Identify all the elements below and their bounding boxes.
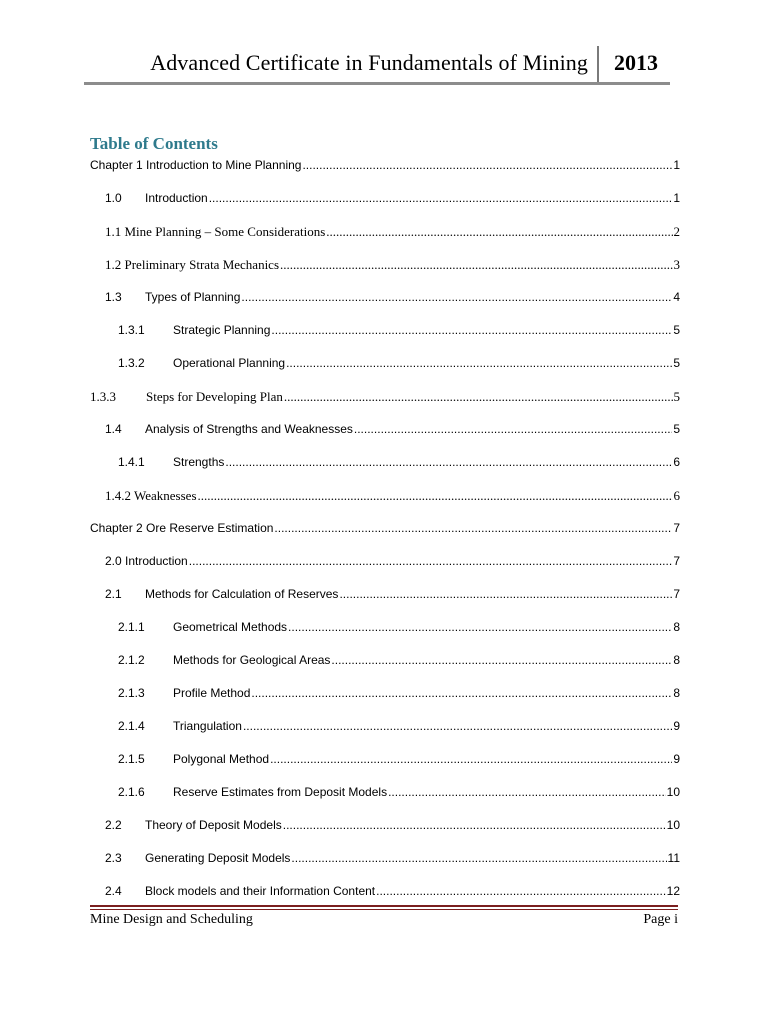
toc-entry-number: 1.4: [105, 422, 122, 436]
toc-entry-number: 2.1.4: [118, 719, 145, 733]
toc-leader: [388, 785, 666, 799]
toc-entry-number: 1.3.1: [118, 323, 145, 337]
toc-entry-title: 1.1 Mine Planning – Some Considerations: [105, 224, 326, 239]
toc-entry-number: 2.1.5: [118, 752, 145, 766]
toc-leader: [339, 587, 672, 601]
toc-entry-title: Chapter 1 Introduction to Mine Planning: [90, 158, 302, 172]
toc-leader: [291, 851, 666, 865]
toc-entry-page: 7: [673, 521, 680, 535]
toc-entry-title: Methods for Geological Areas: [173, 653, 331, 667]
toc-entry-number: 1.3.2: [118, 356, 145, 370]
toc-entry-page: 8: [673, 653, 680, 667]
toc-entry-title: Triangulation: [173, 719, 242, 733]
toc-entry-title: Generating Deposit Models: [145, 851, 291, 865]
toc-entry[interactable]: [105, 818, 680, 836]
toc-leader: [283, 818, 666, 832]
toc-entry[interactable]: [105, 422, 680, 440]
toc-leader: [209, 191, 673, 205]
toc-entry-number: 1.3.3: [90, 389, 116, 404]
document-year: 2013: [614, 50, 658, 75]
toc-entry-page: 1: [673, 191, 680, 205]
toc-leader: [280, 257, 672, 273]
toc-entry-page: 7: [673, 587, 680, 601]
toc-entry-number: 1.0: [105, 191, 122, 205]
toc-entry-page: 1: [673, 158, 680, 172]
toc-entry-title: Methods for Calculation of Reserves: [145, 587, 339, 601]
toc-entry-title: Theory of Deposit Models: [145, 818, 282, 832]
toc-entry[interactable]: [118, 653, 680, 671]
toc-leader: [271, 323, 672, 337]
toc-entry-page: 11: [667, 851, 680, 865]
toc-leader: [241, 290, 672, 304]
toc-entry-title: Profile Method: [173, 686, 251, 700]
toc-leader: [288, 620, 672, 634]
toc-entry-page: 5: [673, 422, 680, 436]
toc-entry-number: 2.2: [105, 818, 122, 832]
toc-leader: [376, 884, 666, 898]
toc-leader: [274, 521, 672, 535]
toc-entry[interactable]: [118, 323, 680, 341]
footer-page-number: Page i: [643, 912, 678, 927]
toc-entry[interactable]: [105, 851, 680, 869]
toc-entry-page: 5: [673, 356, 680, 370]
toc-leader: [286, 356, 672, 370]
toc-entry-page: 9: [673, 719, 680, 733]
toc-entry[interactable]: [118, 719, 680, 737]
toc-entry-number: 2.1.3: [118, 686, 145, 700]
toc-entry-page: 2: [673, 224, 680, 239]
toc-entry-title: Polygonal Method: [173, 752, 270, 766]
toc-entry-number: 1.3: [105, 290, 122, 304]
toc-entry-page: 7: [673, 554, 680, 568]
toc-leader: [302, 158, 672, 172]
toc-entry[interactable]: [105, 290, 680, 308]
toc-entry[interactable]: [118, 455, 680, 473]
toc-entry-page: 10: [666, 818, 680, 832]
footer-rule-thin: [90, 909, 678, 910]
header-divider: [597, 46, 599, 84]
toc-entry-page: 5: [673, 389, 680, 404]
toc-leader: [270, 752, 672, 766]
toc-entry[interactable]: [105, 554, 680, 572]
toc-entry-number: 2.1.2: [118, 653, 145, 667]
toc-entry-page: 6: [673, 488, 680, 503]
toc-entry-page: 8: [673, 686, 680, 700]
toc-entry-page: 6: [673, 455, 680, 469]
toc-entry[interactable]: [105, 224, 680, 242]
footer-course-title: Mine Design and Scheduling: [90, 912, 253, 927]
toc-entry[interactable]: [118, 785, 680, 803]
document-title: Advanced Certificate in Fundamentals of Mining: [150, 50, 588, 75]
toc-entry[interactable]: [118, 686, 680, 704]
toc-entry-title: Operational Planning: [173, 356, 286, 370]
toc-entry-number: 2.4: [105, 884, 122, 898]
toc-entry-title: Strategic Planning: [173, 323, 271, 337]
toc-leader: [326, 224, 672, 240]
header-rule: [84, 82, 670, 85]
toc-leader: [331, 653, 672, 667]
toc-entry-title: Introduction: [145, 191, 208, 205]
toc-leader: [189, 554, 673, 568]
toc-entry-page: 8: [673, 620, 680, 634]
toc-entry-number: 2.1.6: [118, 785, 145, 799]
footer-rule: [90, 905, 678, 907]
toc-entry-number: 2.1: [105, 587, 122, 601]
toc-entry-number: 2.3: [105, 851, 122, 865]
toc-entry[interactable]: [105, 587, 680, 605]
toc-entry-number: 2.1.1: [118, 620, 145, 634]
toc-leader: [284, 389, 673, 405]
toc-entry-title: Geometrical Methods: [173, 620, 288, 634]
toc-entry-title: Types of Planning: [145, 290, 241, 304]
toc-entry[interactable]: [105, 257, 680, 275]
toc-entry[interactable]: [90, 389, 680, 407]
toc-entry-title: Chapter 2 Ore Reserve Estimation: [90, 521, 274, 535]
toc-entry-title: Block models and their Information Content: [145, 884, 376, 898]
toc-entry[interactable]: [105, 884, 680, 902]
toc-entry[interactable]: [118, 356, 680, 374]
toc-entry-page: 10: [666, 785, 680, 799]
toc-entry-page: 5: [673, 323, 680, 337]
toc-entry-title: 2.0 Introduction: [105, 554, 188, 568]
toc-entry-title: Steps for Developing Plan: [146, 389, 283, 404]
toc-leader: [354, 422, 672, 436]
toc-entry-title: 1.2 Preliminary Strata Mechanics: [105, 257, 280, 272]
toc-leader: [225, 455, 672, 469]
toc-entry-page: 4: [673, 290, 680, 304]
toc-entry[interactable]: [118, 752, 680, 770]
toc-entry-title: 1.4.2 Weaknesses: [105, 488, 197, 503]
toc-entry[interactable]: [105, 191, 680, 209]
toc-entry[interactable]: [90, 521, 680, 539]
page-header: [84, 46, 670, 86]
toc-entry[interactable]: [90, 158, 680, 176]
toc-entry-number: 1.4.1: [118, 455, 145, 469]
toc-leader: [198, 488, 673, 504]
toc-entry[interactable]: [118, 620, 680, 638]
toc-leader: [251, 686, 672, 700]
toc-leader: [243, 719, 672, 733]
toc-heading: Table of Contents: [90, 134, 218, 153]
toc-entry-title: Strengths: [173, 455, 225, 469]
toc-entry[interactable]: [105, 488, 680, 506]
toc-entry-title: Analysis of Strengths and Weaknesses: [145, 422, 353, 436]
toc-entry-page: 9: [673, 752, 680, 766]
toc-entry-page: 3: [673, 257, 680, 272]
toc-entry-page: 12: [666, 884, 680, 898]
toc-entry-title: Reserve Estimates from Deposit Models: [173, 785, 388, 799]
